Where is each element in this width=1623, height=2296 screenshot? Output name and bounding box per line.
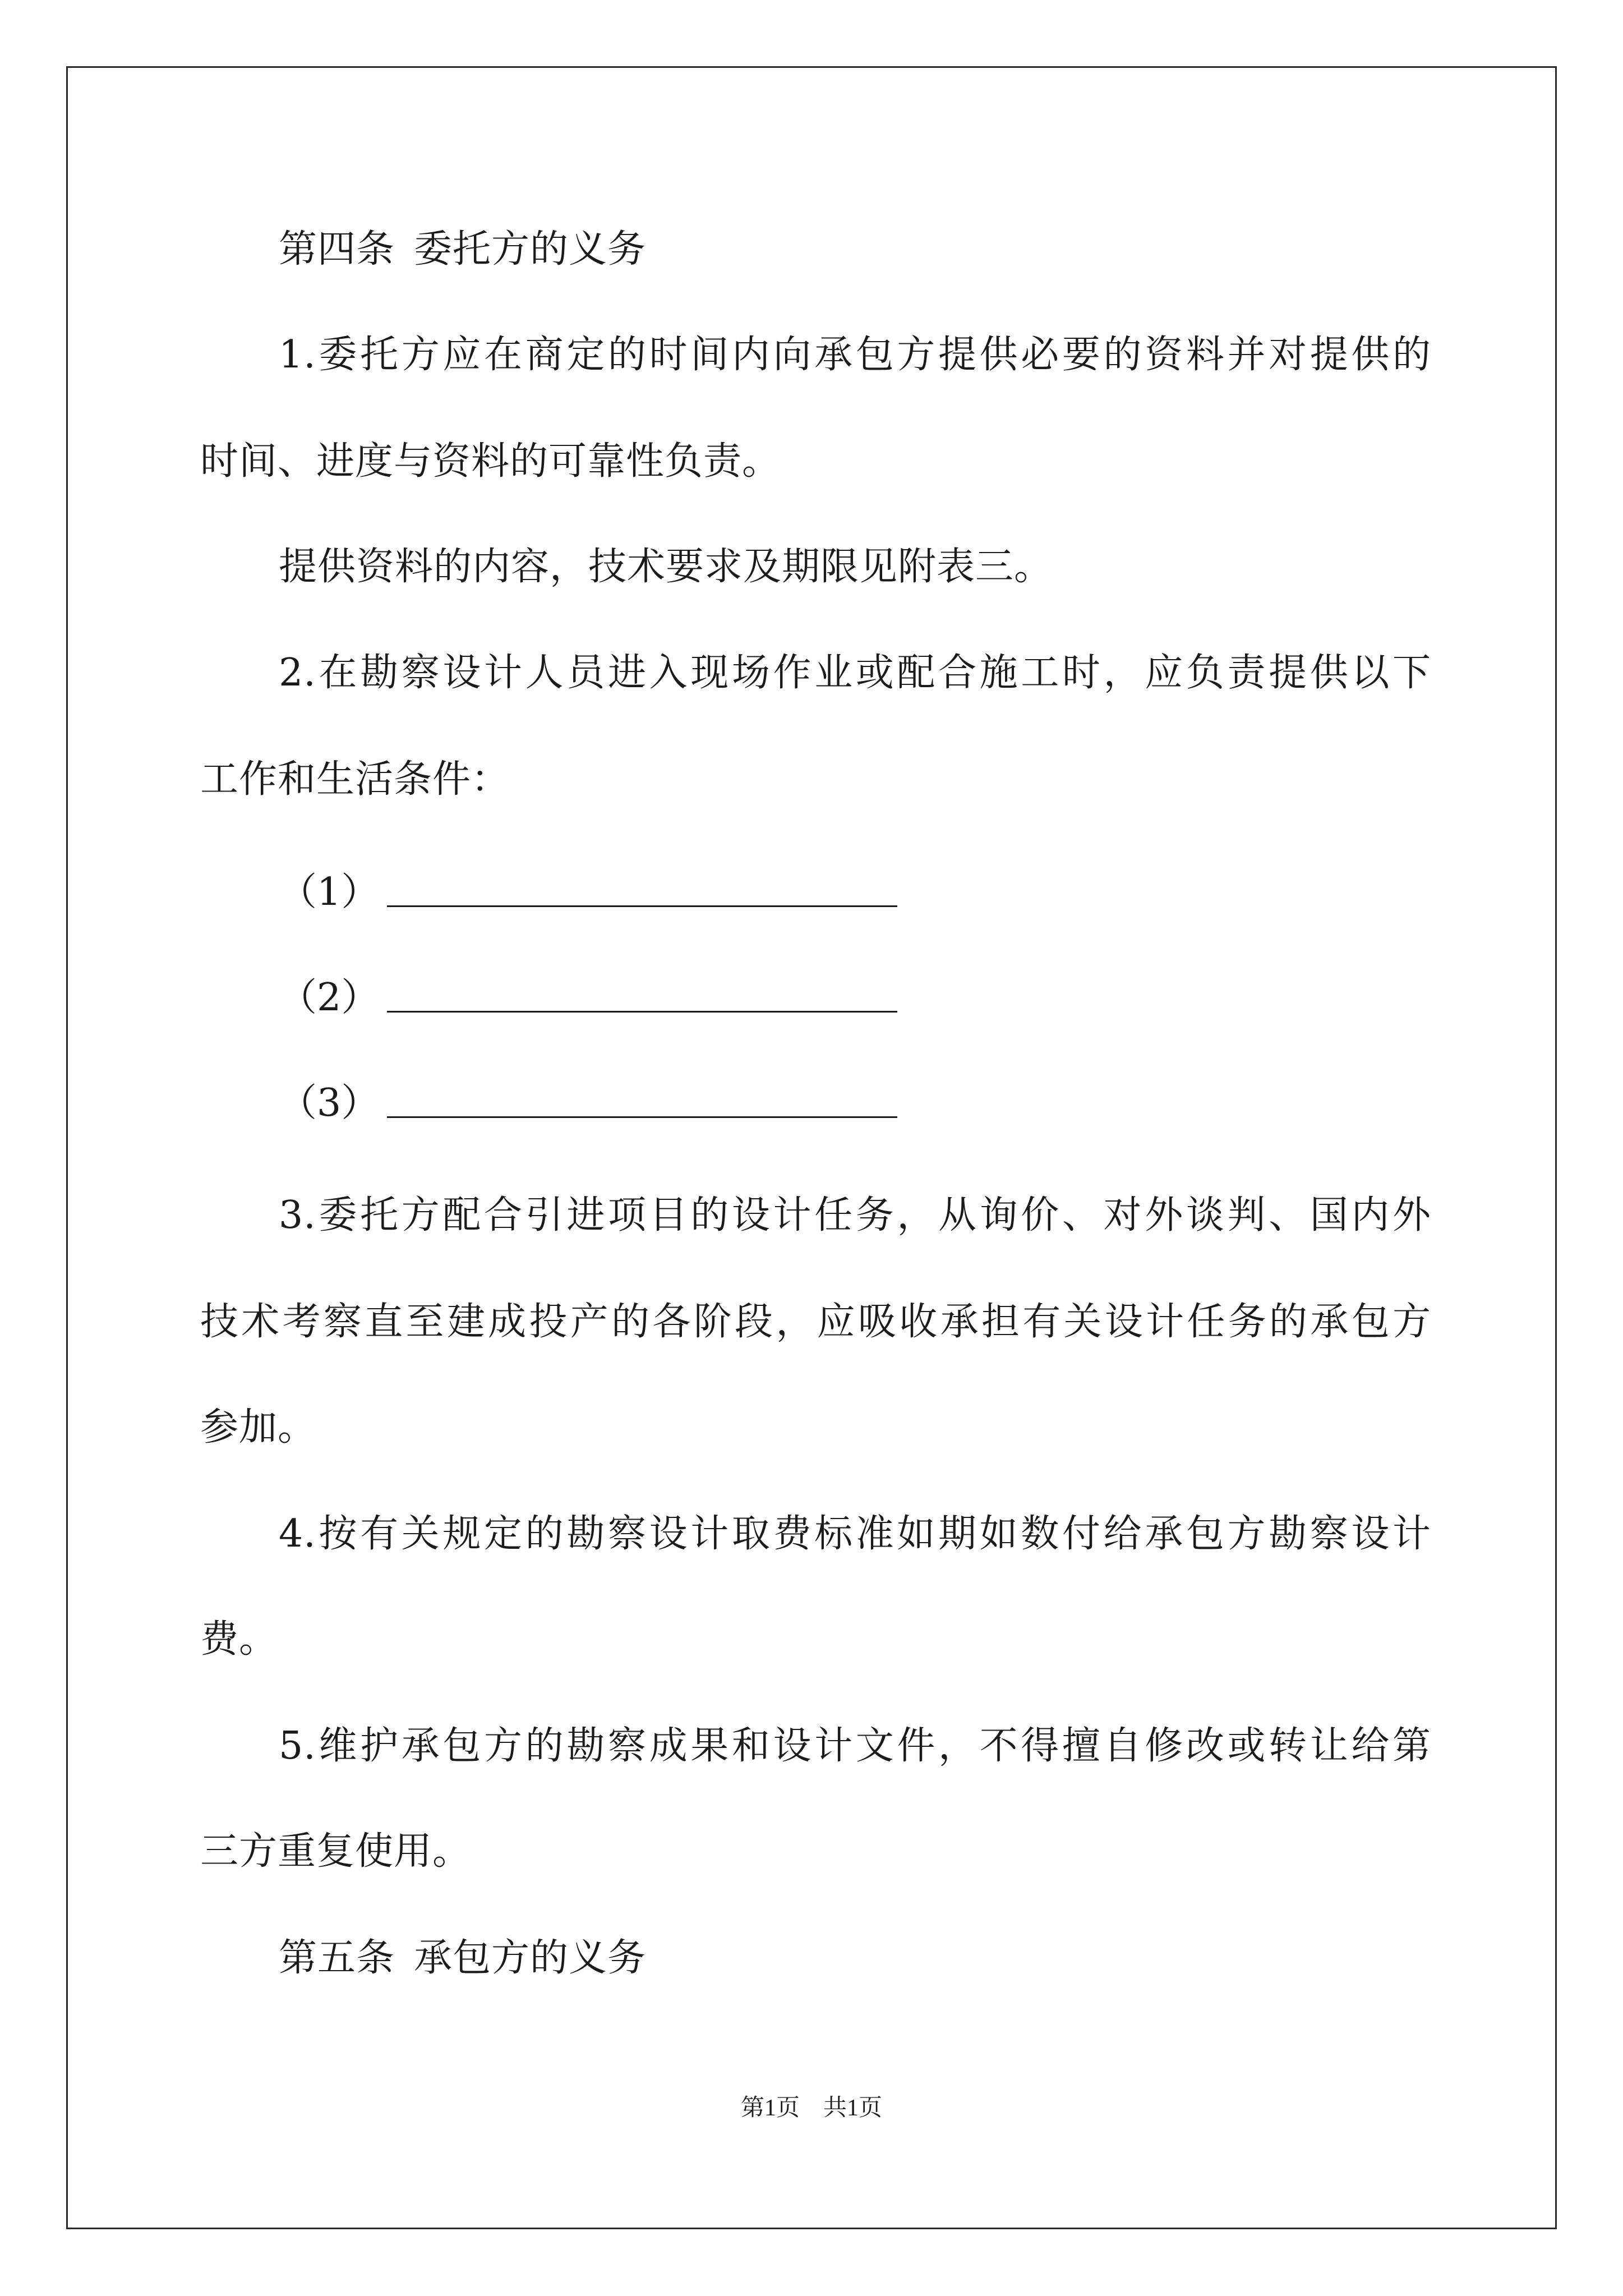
condition-blank-2: [279, 973, 897, 1023]
article-4-number: 第四条: [279, 227, 395, 272]
item-1-line-1: 1.委托方应在商定的时间内向承包方提供必要的资料并对提供的: [279, 333, 1431, 377]
item-3-line-3: 参加。: [200, 1405, 317, 1450]
page-footer: [0, 2091, 1623, 2125]
item-3-line-2: 技术考察直至建成投产的各阶段，应吸收承担有关设计任务的承包方: [200, 1300, 1431, 1344]
item-1-note: 提供资料的内容，技术要求及期限见附表三。: [279, 545, 1053, 589]
condition-blank-2-label: （2）: [279, 976, 380, 1020]
condition-blank-2-fill-line: [387, 984, 897, 1013]
page-number-current: 第1页: [740, 2095, 800, 2121]
page-number-total: 共1页: [823, 2095, 883, 2121]
condition-blank-1-label: （1）: [279, 870, 380, 914]
article-4-title: 委托方的义务: [414, 227, 647, 272]
article-5-number: 第五条: [279, 1936, 395, 1980]
item-1-line-2: 时间、进度与资料的可靠性负责。: [200, 439, 781, 484]
condition-blank-3-fill-line: [387, 1089, 897, 1118]
item-2-line-1: 2.在勘察设计人员进入现场作业或配合施工时，应负责提供以下: [279, 651, 1431, 695]
condition-blank-3: [279, 1078, 897, 1129]
condition-blank-1: [279, 867, 897, 918]
item-2-line-2: 工作和生活条件：: [200, 757, 510, 802]
item-5-line-2: 三方重复使用。: [200, 1829, 472, 1874]
item-4-line-1: 4.按有关规定的勘察设计取费标准如期如数付给承包方勘察设计: [279, 1512, 1431, 1556]
item-4-line-2: 费。: [200, 1617, 278, 1662]
article-5-heading: [200, 1933, 646, 1984]
item-5-line-1: 5.维护承包方的勘察成果和设计文件，不得擅自修改或转让给第: [279, 1724, 1431, 1768]
article-4-heading: [200, 224, 646, 275]
page-border: [66, 66, 1557, 2229]
article-5-title: 承包方的义务: [414, 1936, 647, 1980]
item-3-line-1: 3.委托方配合引进项目的设计任务，从询价、对外谈判、国内外: [279, 1193, 1431, 1237]
condition-blank-3-label: （3）: [279, 1081, 380, 1125]
condition-blank-1-fill-line: [387, 878, 897, 907]
